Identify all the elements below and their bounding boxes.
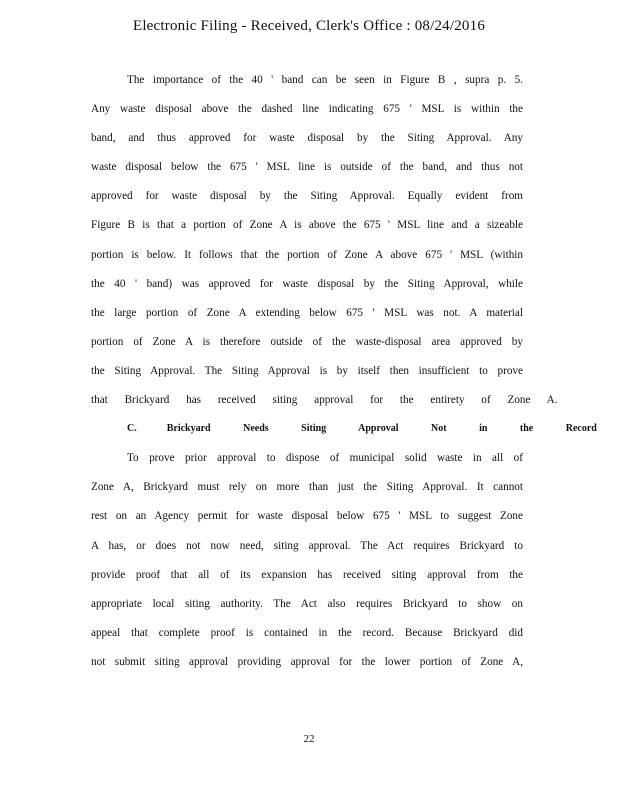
text-line: portion of Zone A is therefore outside of the waste-disposal area approved by [91,335,523,348]
text-line: appropriate local siting authority. The Act also requires Brickyard to show on [91,597,523,610]
text-line: portion is below. It follows that the portion of Zone A above 675 ' MSL (within [91,248,523,261]
text-line: A has, or does not now need, siting approval. The Act requires Brickyard to [91,539,523,552]
page-number: 22 [303,733,315,745]
text-line: that Brickyard has received siting approval for the entirety of Zone A. [91,394,558,407]
text-line: the 40 ' band) was approved for waste disposal by the Siting Approval, while [91,277,523,290]
text-line: approved for waste disposal by the Siting Approval. Equally evident from [91,190,523,203]
section-title: Brickyard Needs Siting Approval Not in the Record [166,423,597,435]
text-line: band, and thus approved for waste disposal by the Siting Approval. Any [91,132,523,145]
text-line: appeal that complete proof is contained in the record. Because Brickyard did [91,626,523,639]
section-letter: C. [127,423,137,435]
text-line: provide proof that all of its expansion has received siting approval from the [91,568,523,581]
text-line: the Siting Approval. The Siting Approval is by itself then insufficient to prove [91,364,523,377]
text-line: Figure B is that a portion of Zone A is above the 675 ' MSL line and a sizeable [91,219,523,232]
filing-stamp-header: Electronic Filing - Received, Clerk's Office : 08/24/2016 [132,18,486,34]
text-line: The importance of the 40 ' band can be seen in Figure B , supra p. 5. [127,74,523,86]
text-line: To prove prior approval to dispose of municipal solid waste in all of [127,452,523,465]
section-heading [91,421,597,450]
paragraph-1 [91,72,558,421]
document-body [91,72,597,683]
paragraph-2 [91,450,523,683]
text-line: the large portion of Zone A extending below 675 ' MSL was not. A material [91,306,523,319]
text-line: rest on an Agency permit for waste disposal below 675 ' MSL to suggest Zone [91,510,523,523]
text-line: Zone A, Brickyard must rely on more than just the Siting Approval. It cannot [91,481,523,494]
text-line: not submit siting approval providing approval for the lower portion of Zone A, [91,655,523,668]
text-line: waste disposal below the 675 ' MSL line is outside of the band, and thus not [91,161,523,174]
text-line: Any waste disposal above the dashed line indicating 675 ' MSL is within the [91,103,523,116]
